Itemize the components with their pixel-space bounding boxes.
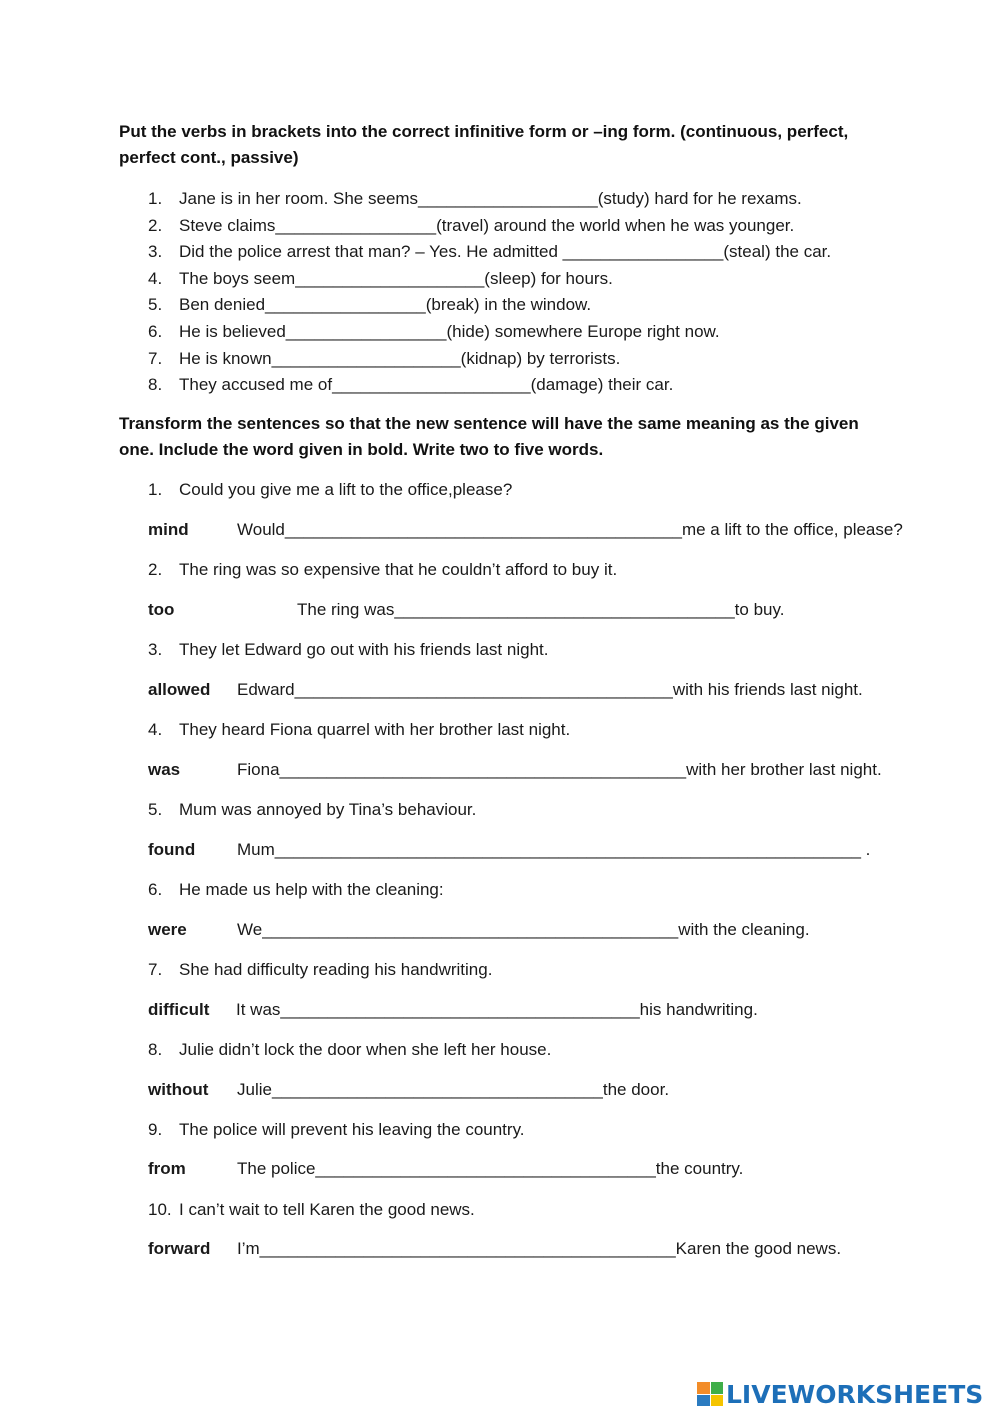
transform-question (148, 959, 492, 981)
keyword: without (148, 1080, 209, 1099)
item-number: 6. (148, 321, 163, 341)
question-sentence: The ring was so expensive that he couldn’t afford to buy it. (179, 560, 618, 579)
transform-question (148, 799, 476, 821)
logo-mark-icon (697, 1382, 723, 1406)
keyword: too (148, 600, 175, 619)
answer-gap-line[interactable]: I’m____________________________________________Karen the good news. (237, 1239, 842, 1258)
keyword: found (148, 840, 196, 859)
question-sentence: I can’t wait to tell Karen the good news. (179, 1200, 475, 1219)
transform-question (148, 719, 570, 741)
list-item (148, 346, 831, 373)
keyword: forward (148, 1239, 211, 1258)
list-item (148, 266, 831, 293)
keyword: was (148, 760, 181, 779)
item-text: Jane is in her room. She seems___________________(study) hard for he rexams. (179, 189, 802, 208)
transform-question (148, 1039, 551, 1061)
exercise1-list (148, 186, 831, 399)
item-number: 3. (148, 242, 163, 262)
keyword: difficult (148, 1000, 210, 1019)
transform-question (148, 559, 617, 581)
answer-gap-line[interactable]: The ring was____________________________________to buy. (297, 600, 785, 619)
section2-instruction: Transform the sentences so that the new sentence will have the same meaning as the given one. Include the word given in bold. Write two to five words. (119, 414, 859, 459)
item-number: 1. (148, 480, 163, 499)
keyword: mind (148, 520, 189, 539)
section1-instruction: Put the verbs in brackets into the correct infinitive form or –ing form. (continuous, perfect, perfect cont., passive) (119, 122, 849, 167)
question-sentence: He made us help with the cleaning: (179, 880, 444, 899)
list-item (148, 319, 831, 346)
question-sentence: The police will prevent his leaving the country. (179, 1120, 525, 1139)
item-text: Did the police arrest that man? – Yes. He admitted _________________(steal) the car. (179, 242, 832, 262)
answer-gap-line[interactable]: Would__________________________________________me a lift to the office, please? (237, 520, 903, 539)
list-item (148, 213, 831, 240)
transform-question (148, 879, 444, 901)
item-number: 2. (148, 560, 163, 579)
answer-gap-line[interactable]: Edward________________________________________with his friends last night. (237, 680, 863, 699)
item-number: 3. (148, 640, 163, 659)
list-item (148, 372, 831, 399)
item-text: Ben denied_________________(break) in the window. (179, 295, 592, 315)
answer-gap-line[interactable]: Mum______________________________________________________________ . (237, 840, 871, 859)
transform-question (148, 479, 512, 501)
question-sentence: Could you give me a lift to the office,please? (179, 480, 513, 499)
question-sentence: Julie didn’t lock the door when she left her house. (179, 1040, 552, 1059)
item-number: 2. (148, 215, 163, 235)
item-text: They accused me of_____________________(damage) their car. (179, 375, 674, 395)
list-item (148, 239, 831, 266)
answer-gap-line[interactable]: We____________________________________________with the cleaning. (237, 920, 810, 939)
item-number: 7. (148, 960, 163, 979)
item-number: 6. (148, 880, 163, 899)
keyword: allowed (148, 680, 211, 699)
answer-gap-line[interactable]: Fiona___________________________________________with her brother last night. (237, 760, 882, 779)
item-number: 10. (148, 1200, 172, 1219)
answer-gap-line[interactable]: Julie___________________________________the door. (237, 1080, 670, 1099)
item-text: He is believed_________________(hide) somewhere Europe right now. (179, 321, 720, 341)
transform-question (148, 1119, 525, 1141)
item-number: 9. (148, 1120, 163, 1139)
question-sentence: She had difficulty reading his handwriting. (179, 960, 493, 979)
item-number: 5. (148, 295, 163, 315)
keyword: from (148, 1159, 186, 1178)
question-sentence: They heard Fiona quarrel with her brother last night. (179, 720, 571, 739)
item-text: He is known____________________(kidnap) by terrorists. (179, 348, 621, 368)
transform-question (148, 1199, 475, 1221)
item-number: 4. (148, 720, 163, 739)
list-item (148, 292, 831, 319)
item-number: 8. (148, 375, 163, 395)
question-sentence: They let Edward go out with his friends last night. (179, 640, 549, 659)
item-number: 8. (148, 1040, 163, 1059)
answer-gap-line[interactable]: The police____________________________________the country. (237, 1159, 744, 1178)
question-sentence: Mum was annoyed by Tina’s behaviour. (179, 800, 477, 819)
list-item (148, 186, 831, 213)
answer-gap-line[interactable]: It was______________________________________his handwriting. (236, 1000, 758, 1019)
item-text: Steve claims_________________(travel) around the world when he was younger. (179, 215, 795, 235)
item-number: 4. (148, 268, 163, 288)
item-number: 1. (148, 189, 163, 208)
item-number: 7. (148, 348, 163, 368)
brand-name: LIVEWORKSHEETS (726, 1379, 984, 1409)
liveworksheets-logo[interactable] (697, 1380, 983, 1408)
item-text: The boys seem____________________(sleep) for hours. (179, 268, 613, 288)
item-number: 5. (148, 800, 163, 819)
transform-question (148, 639, 548, 661)
keyword: were (148, 920, 187, 939)
